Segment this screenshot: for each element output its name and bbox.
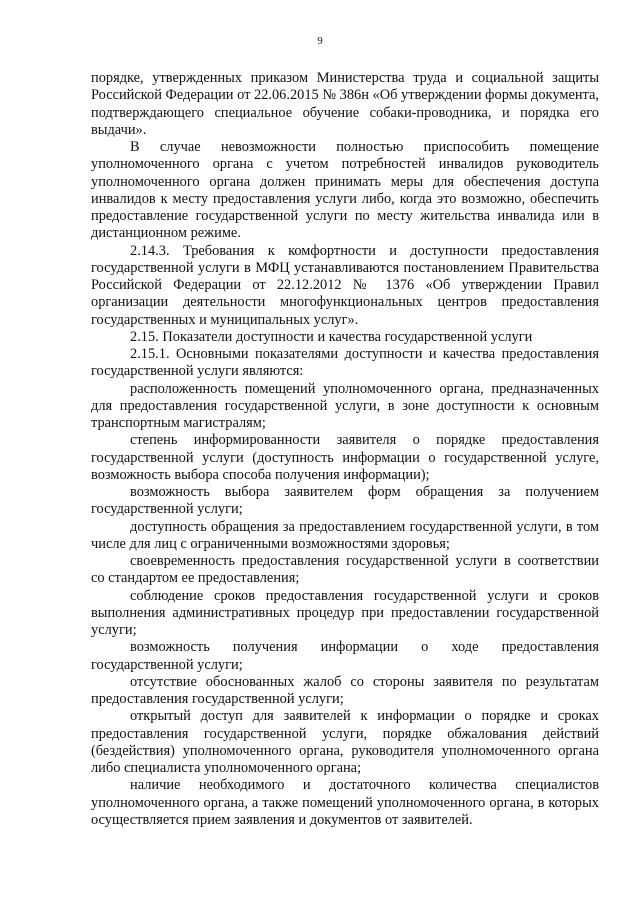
paragraph: порядке, утвержденных приказом Министерства труда и социальной защиты Российской Федерации от 22.06.2015 № 386н «Об утверждении формы документа, подтверждающего специальное обучение собаки-проводника, и порядка его выдачи».	[91, 70, 599, 138]
paragraph: возможность выбора заявителем форм обращения за получением государственной услуги;	[91, 484, 599, 518]
paragraph: своевременность предоставления государственной услуги в соответствии со стандартом ее предоставления;	[91, 553, 599, 587]
paragraph: степень информированности заявителя о порядке предоставления государственной услуги (доступность информации о государственной услуге, возможность выбора способа получения информации);	[91, 432, 599, 483]
paragraph: 2.15. Показатели доступности и качества государственной услуги	[130, 328, 533, 345]
paragraph: В случае невозможности полностью приспособить помещение уполномоченного органа с учетом потребностей инвалидов руководитель уполномоченного органа должен принимать меры для обеспечения доступа инвалидов к месту предоставления услуги либо, когда это возможно, обеспечить предоставление государственной услуги по месту жительства инвалида или в дистанционном режиме.	[91, 139, 599, 242]
paragraph: 2.15.1. Основными показателями доступности и качества предоставления государственной услуги являются:	[91, 346, 599, 380]
paragraph: отсутствие обоснованных жалоб со стороны заявителя по результатам предоставления государственной услуги;	[91, 673, 599, 707]
paragraph: расположенность помещений уполномоченного органа, предназначенных для предоставления государственной услуги, в зоне доступности к основным транспортным магистралям;	[91, 380, 599, 431]
paragraph: доступность обращения за предоставлением государственной услуги, в том числе для лиц с ограниченными возможностями здоровья;	[91, 518, 599, 552]
document-body	[91, 70, 599, 829]
paragraph: 2.14.3. Требования к комфортности и доступности предоставления государственной услуги в МФЦ устанавливаются постановлением Правительства Российской Федерации от 22.12.2012 № 1376 «Об утверждении Правил организации деятельности многофункциональных центров предоставления государственных и муниципальных услуг».	[91, 242, 599, 328]
page-number: 9	[317, 35, 323, 47]
paragraph: наличие необходимого и достаточного количества специалистов уполномоченного органа, а также помещений уполномоченного органа, в которых осуществляется прием заявления и документов от заявителей.	[91, 777, 599, 828]
paragraph: соблюдение сроков предоставления государственной услуги и сроков выполнения административных процедур при предоставлении государственной услуги;	[91, 587, 599, 638]
paragraph: открытый доступ для заявителей к информации о порядке и сроках предоставления государственной услуги, порядке обжалования действий (бездействия) уполномоченного органа, руководителя уполномоченного органа либо специалиста уполномоченного органа;	[91, 708, 599, 776]
paragraph: возможность получения информации о ходе предоставления государственной услуги;	[91, 639, 599, 673]
